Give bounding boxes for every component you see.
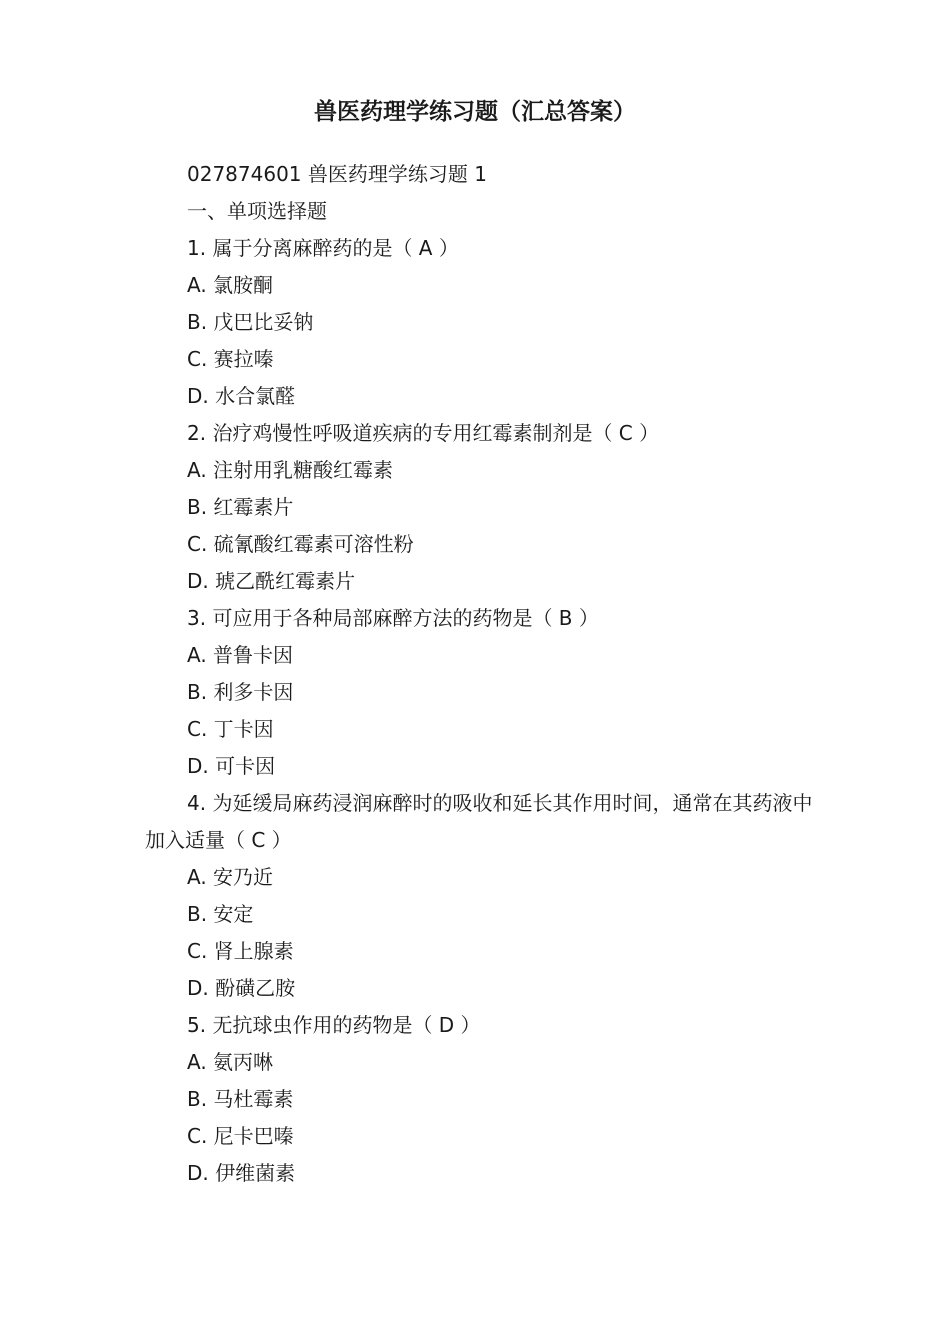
question-3-option-a: A. 普鲁卡因 xyxy=(187,643,294,667)
question-5-option-d: D. 伊维菌素 xyxy=(187,1161,296,1185)
question-1-option-a: A. 氯胺酮 xyxy=(187,273,274,297)
question-5-option-c: C. 尼卡巴嗪 xyxy=(187,1124,294,1148)
question-2-option-a: A. 注射用乳糖酸红霉素 xyxy=(187,458,394,482)
question-4-option-b: B. 安定 xyxy=(187,902,254,926)
question-4-option-d: D. 酚磺乙胺 xyxy=(187,976,296,1000)
question-stem-2: 2. 治疗鸡慢性呼吸道疾病的专用红霉素制剂是（ C ） xyxy=(187,421,660,445)
question-1-option-d: D. 水合氯醛 xyxy=(187,384,296,408)
section-heading: 一、单项选择题 xyxy=(187,199,327,223)
question-2-option-c: C. 硫氰酸红霉素可溶性粉 xyxy=(187,532,414,556)
question-4-option-a: A. 安乃近 xyxy=(187,865,274,889)
question-stem-3: 3. 可应用于各种局部麻醉方法的药物是（ B ） xyxy=(187,606,599,630)
question-stem-4: 4. 为延缓局麻药浸润麻醉时的吸收和延长其作用时间，通常在其药液中加入适量（ C ） xyxy=(145,791,813,852)
document-body xyxy=(145,156,815,1192)
question-2-option-d: D. 琥乙酰红霉素片 xyxy=(187,569,356,593)
question-3-option-c: C. 丁卡因 xyxy=(187,717,274,741)
question-4-option-c: C. 肾上腺素 xyxy=(187,939,294,963)
question-5-option-b: B. 马杜霉素 xyxy=(187,1087,294,1111)
question-5-option-a: A. 氨丙啉 xyxy=(187,1050,274,1074)
question-1-option-b: B. 戊巴比妥钠 xyxy=(187,310,314,334)
question-stem-1: 1. 属于分离麻醉药的是（ A ） xyxy=(187,236,459,260)
question-3-option-d: D. 可卡因 xyxy=(187,754,276,778)
question-2-option-b: B. 红霉素片 xyxy=(187,495,294,519)
document-title: 兽医药理学练习题（汇总答案） xyxy=(314,99,636,125)
question-stem-5: 5. 无抗球虫作用的药物是（ D ） xyxy=(187,1013,481,1037)
question-3-option-b: B. 利多卡因 xyxy=(187,680,294,704)
exercise-heading: 027874601 兽医药理学练习题 1 xyxy=(187,162,487,186)
question-1-option-c: C. 赛拉嗪 xyxy=(187,347,274,371)
